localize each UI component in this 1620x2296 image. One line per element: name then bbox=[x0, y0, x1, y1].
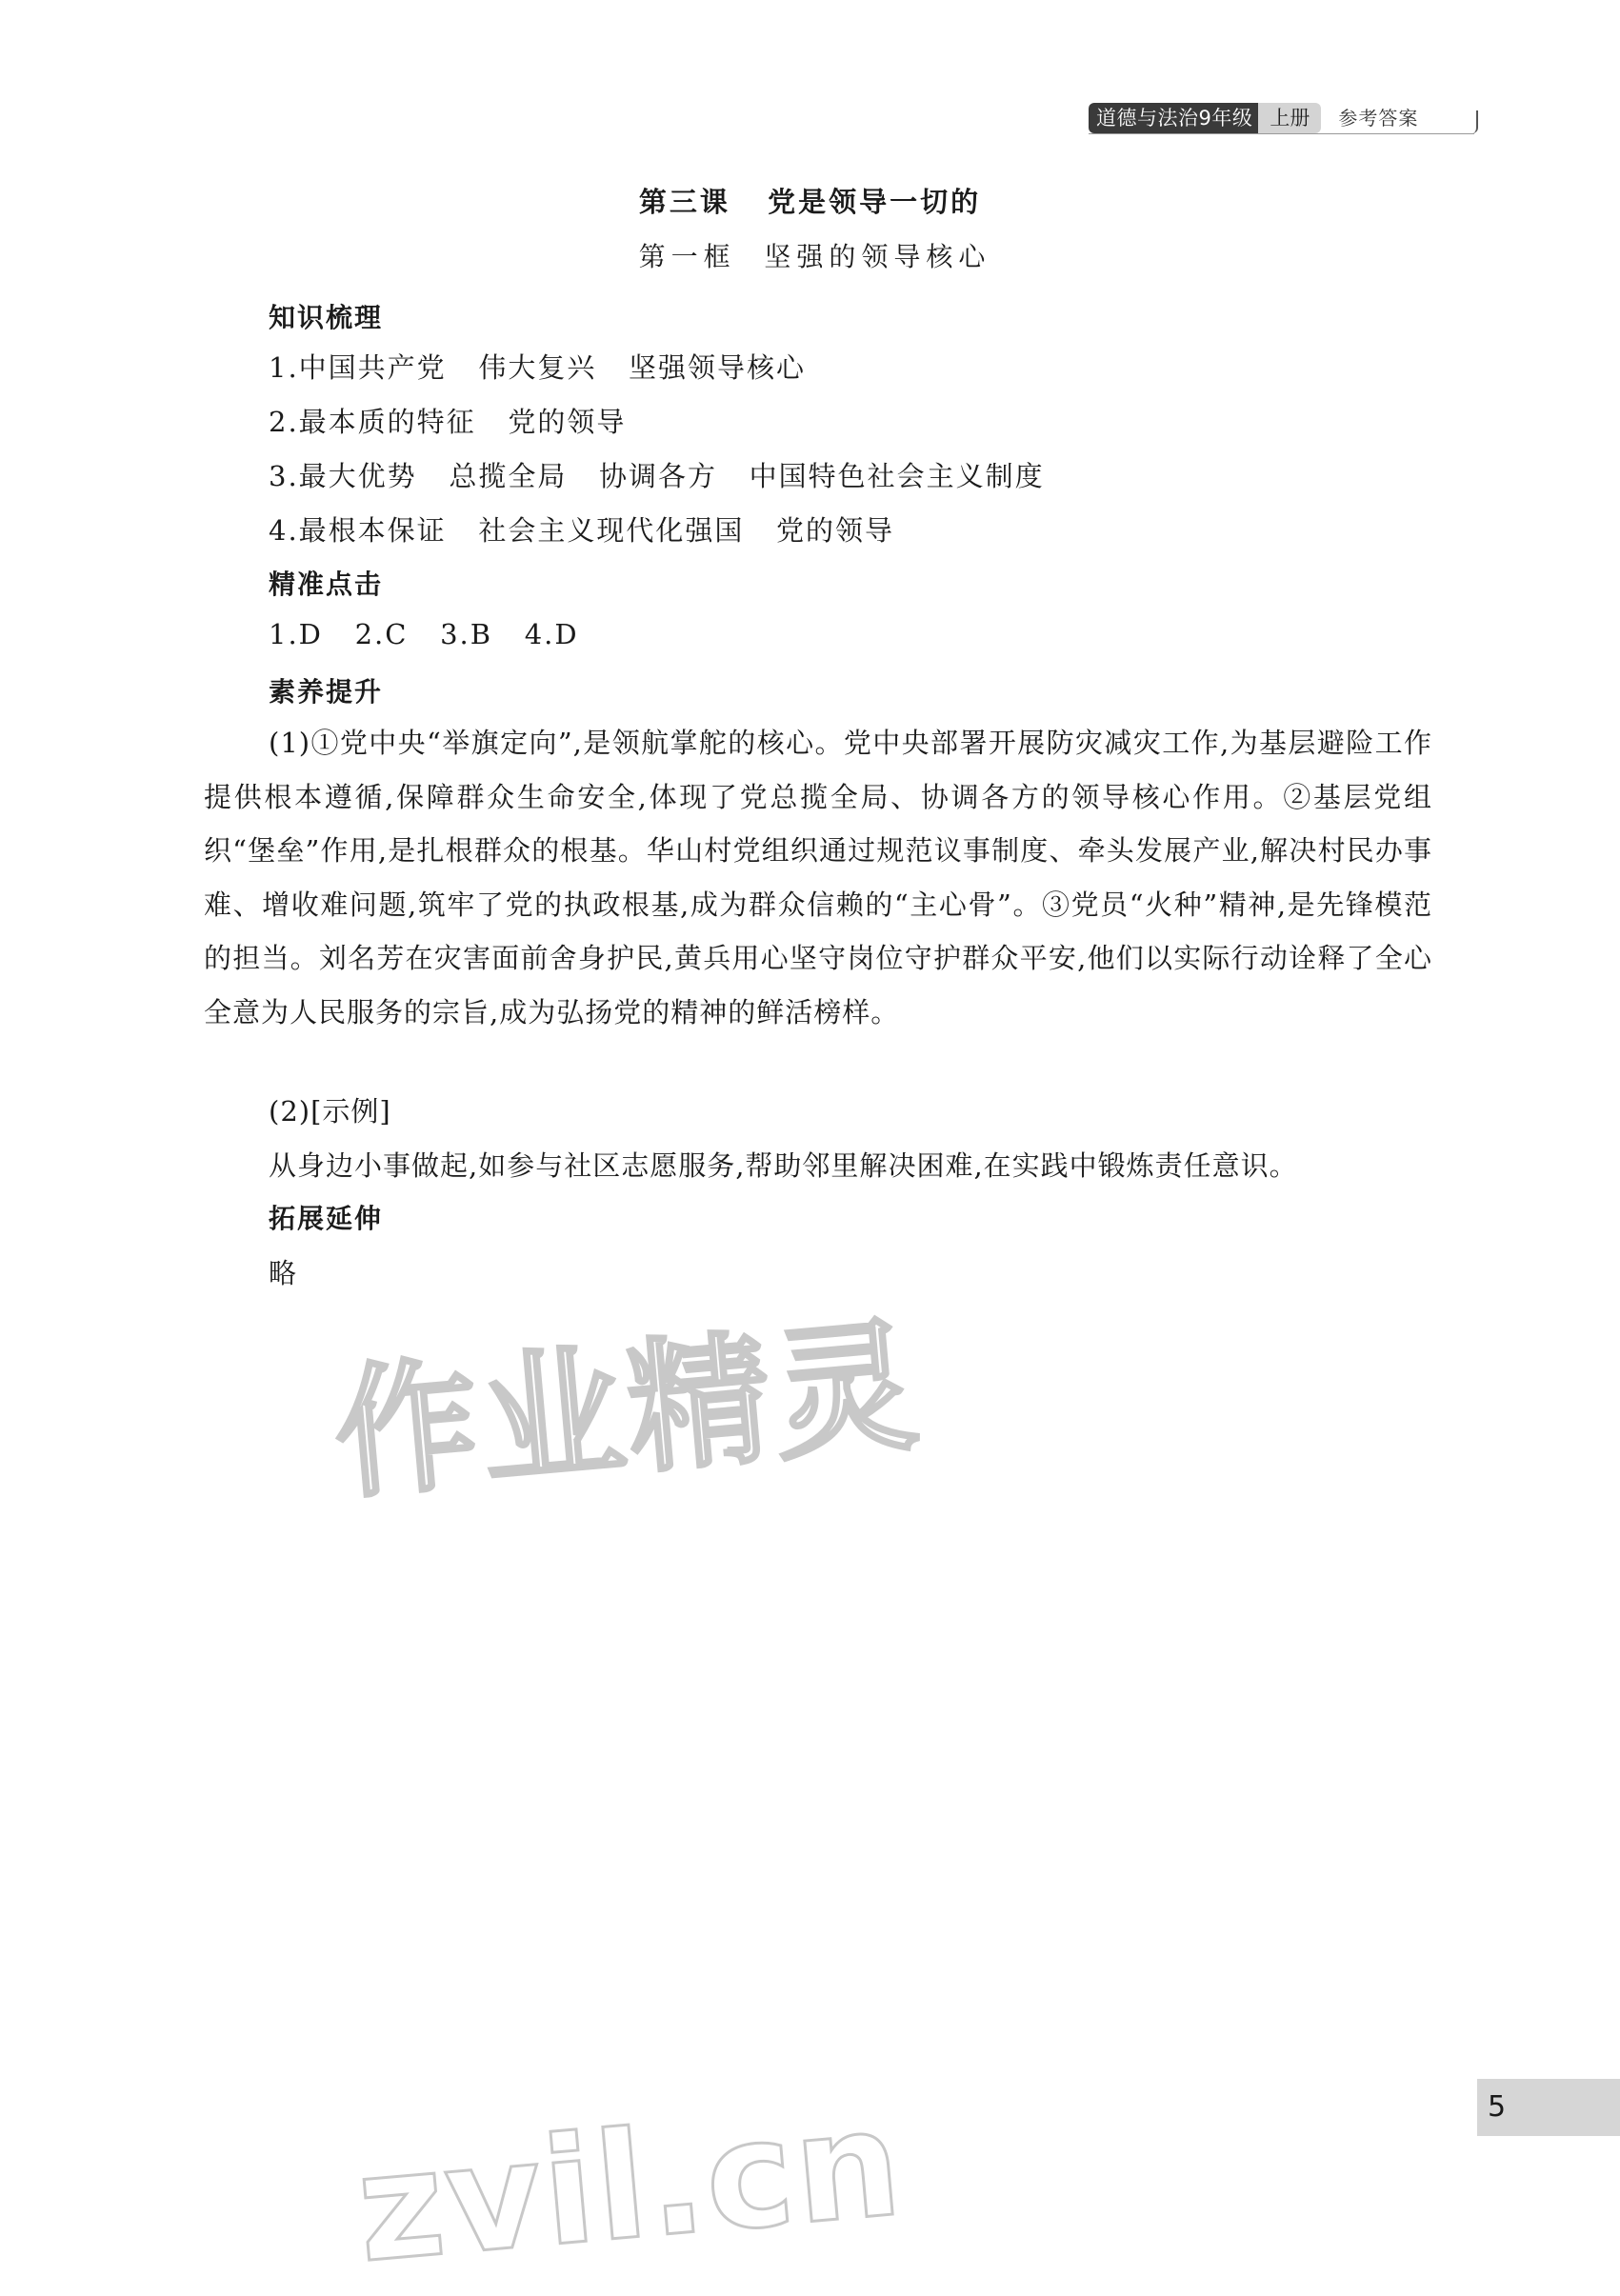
frame-title: 第一框 坚强的领导核心 bbox=[638, 241, 991, 272]
section-heading-literacy: 素养提升 bbox=[269, 676, 384, 708]
watermark-logo-top: 作业精灵 bbox=[328, 1303, 928, 1520]
header-divider bbox=[1089, 133, 1474, 134]
knowledge-line-1: 1.中国共产党 伟大复兴 坚强领导核心 bbox=[269, 351, 806, 384]
header-volume: 上册 bbox=[1258, 103, 1321, 133]
precise-answers: 1.D 2.C 3.B 4.D bbox=[269, 618, 579, 650]
header-subject: 道德与法治9年级 bbox=[1089, 103, 1260, 133]
section-heading-knowledge: 知识梳理 bbox=[269, 302, 384, 333]
section-heading-precise: 精准点击 bbox=[269, 569, 384, 600]
header-end-mark bbox=[1472, 110, 1478, 133]
page-number: 5 bbox=[1488, 2090, 1507, 2124]
section-heading-extension: 拓展延伸 bbox=[269, 1203, 384, 1234]
header-tab bbox=[1089, 103, 1433, 133]
lesson-title: 第三课 党是领导一切的 bbox=[638, 186, 982, 218]
literacy-paragraph-1: (1)①党中央“举旗定向”,是领航掌舵的核心。党中央部署开展防灾减灾工作,为基层避险工作提供根本遵循,保障群众生命安全,体现了党总揽全局、协调各方的领导核心作用。②基层党组织“堡垒”作用,是扎根群众的根基。华山村党组织通过规范议事制度、牵头发展产业,解决村民办事难、增收难问题,筑牢了党的执政根基,成为群众信赖的“主心骨”。③党员“火种”精神,是先锋模范的担当。刘名芳在灾害面前舍身护民,黄兵用心坚守岗位守护群众平安,他们以实际行动诠释了全心全意为人民服务的宗旨,成为弘扬党的精神的鲜活榜样。 bbox=[204, 727, 1432, 1028]
watermark-logo-bottom: zvil.cn bbox=[350, 2076, 910, 2296]
knowledge-line-2: 2.最本质的特征 党的领导 bbox=[269, 406, 627, 438]
knowledge-line-4: 4.最根本保证 社会主义现代化强国 党的领导 bbox=[269, 514, 894, 547]
header-answers: 参考答案 bbox=[1338, 107, 1419, 130]
extension-content: 略 bbox=[269, 1257, 299, 1289]
literacy-paragraph-2: 从身边小事做起,如参与社区志愿服务,帮助邻里解决困难,在实践中锻炼责任意识。 bbox=[269, 1149, 1298, 1182]
literacy-example-label: (2)[示例] bbox=[269, 1095, 391, 1128]
knowledge-line-3: 3.最大优势 总揽全局 协调各方 中国特色社会主义制度 bbox=[269, 460, 1045, 492]
